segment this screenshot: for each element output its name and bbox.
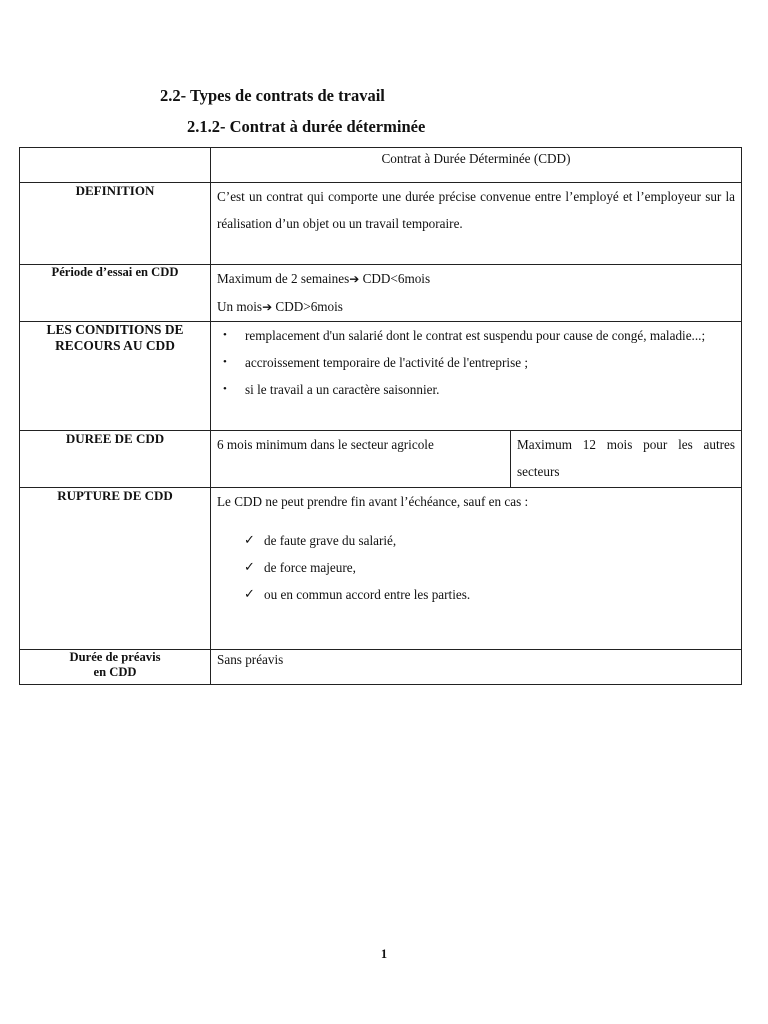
list-item: ✓ de faute grave du salarié, xyxy=(217,527,735,554)
duration-row xyxy=(20,431,742,488)
trial-line1-text: Maximum de 2 semaines xyxy=(217,271,350,286)
list-item: • accroissement temporaire de l'activité de l'entreprise ; xyxy=(211,349,735,376)
trial-line2-text: Un mois xyxy=(217,299,263,314)
rupture-row xyxy=(20,488,742,650)
trial-cell xyxy=(211,265,742,322)
header-empty-cell xyxy=(20,148,211,183)
definition-row xyxy=(20,183,742,265)
duration-agricole: 6 mois minimum dans le secteur agricole xyxy=(211,431,511,487)
table-header: Contrat à Durée Déterminée (CDD) xyxy=(211,148,742,183)
trial-line2-condition: CDD>6mois xyxy=(272,299,343,314)
subsection-heading: 2.1.2- Contrat à durée déterminée xyxy=(187,117,426,136)
list-item: ✓ de force majeure, xyxy=(217,554,735,581)
trial-line-long xyxy=(217,293,735,321)
duration-cell xyxy=(211,431,742,488)
rupture-cell xyxy=(211,488,742,650)
definition-label: DEFINITION xyxy=(20,183,211,265)
list-item: ✓ ou en commun accord entre les parties. xyxy=(217,581,735,608)
arrow-right-icon: ➔ xyxy=(349,272,360,286)
section-heading: 2.2- Types de contrats de travail xyxy=(160,86,385,105)
duration-label: DUREE DE CDD xyxy=(20,431,211,488)
trial-row xyxy=(20,265,742,322)
checkmark-icon: ✓ xyxy=(244,587,255,602)
definition-text: C’est un contrat qui comporte une durée précise convenue entre l’employé et l’employeur sur la réalisation d’un objet ou un travail temporaire. xyxy=(211,183,742,265)
duration-other-sectors: Maximum 12 mois pour les autres secteurs xyxy=(517,437,735,479)
conditions-label: LES CONDITIONS DE RECOURS AU CDD xyxy=(20,322,211,431)
checkmark-icon: ✓ xyxy=(244,533,255,548)
conditions-list xyxy=(211,322,735,403)
trial-line1-condition: CDD<6mois xyxy=(359,271,431,286)
page-number: 1 xyxy=(380,947,388,961)
trial-line-short xyxy=(217,265,735,293)
list-item: • si le travail a un caractère saisonnier. xyxy=(211,376,735,403)
checkmark-icon: ✓ xyxy=(244,560,255,575)
table-header-row xyxy=(20,148,742,183)
rupture-intro: Le CDD ne peut prendre fin avant l’échéance, sauf en cas : xyxy=(217,494,529,509)
rupture-list xyxy=(217,527,735,608)
trial-label: Période d’essai en CDD xyxy=(20,265,211,322)
rupture-label: RUPTURE DE CDD xyxy=(20,488,211,650)
notice-value: Sans préavis xyxy=(211,650,742,685)
conditions-cell xyxy=(211,322,742,431)
arrow-right-icon: ➔ xyxy=(262,300,273,314)
notice-row xyxy=(20,650,742,685)
conditions-row xyxy=(20,322,742,431)
notice-label: Durée de préavis en CDD xyxy=(20,650,211,685)
cdd-table xyxy=(19,147,742,685)
list-item: • remplacement d'un salarié dont le contrat est suspendu pour cause de congé, maladie...; xyxy=(211,322,735,349)
